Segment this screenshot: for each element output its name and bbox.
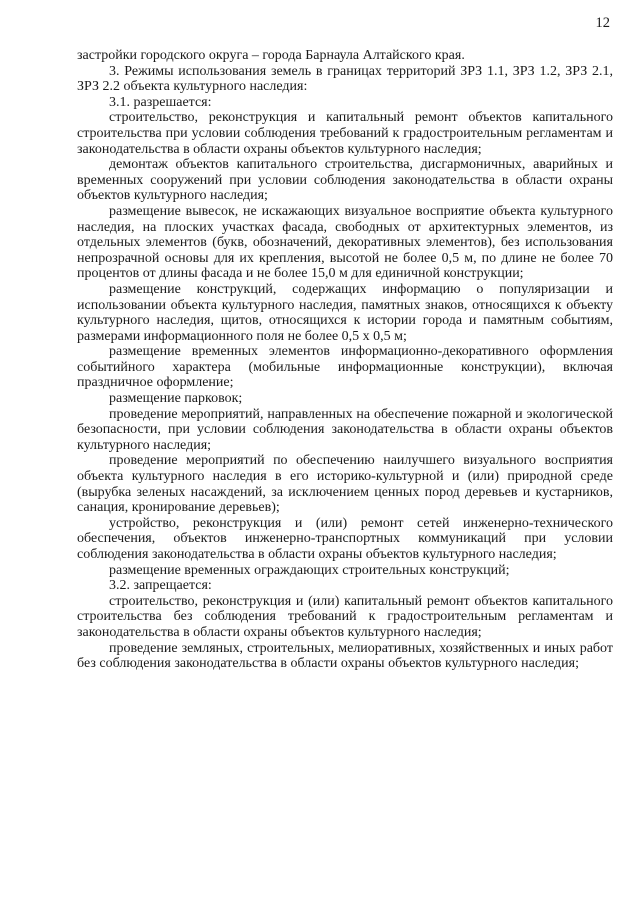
paragraph-continuation: застройки городского округа – города Барнаула Алтайского края.: [77, 48, 465, 63]
prohibited-item-works: проведение земляных, строительных, мелиоративных, хозяйственных и иных работ без соблюдения законодательства в области охраны объектов культурного наследия;: [77, 640, 613, 672]
permitted-item-utility-networks: устройство, реконструкция и (или) ремонт сетей инженерно-технического обеспечения, объектов инженерно-транспортных коммуникаций при условии соблюдения законодательства в области охраны объектов культурного наследия;: [77, 515, 613, 562]
section-3-heading: 3. Режимы использования земель в границах территорий ЗРЗ 1.1, ЗРЗ 1.2, ЗРЗ 2.1, ЗРЗ 2.2 объекта культурного наследия:: [77, 63, 613, 95]
permitted-item-signage: размещение вывесок, не искажающих визуальное восприятие объекта культурного наследия, на плоских участках фасада, свободных от архитектурных элементов, из отдельных элементов (букв, обозначений, декоративных элементов), без использования непрозрачной основы для их крепления, высотой не более 0,5 м, по длине не более 70 процентов от длины фасада и не более 15,0 м для единичной конструкции;: [77, 203, 613, 282]
prohibited-item-construction: строительство, реконструкция и (или) капитальный ремонт объектов капитального строительства без соблюдения требований к градостроительным регламентам и законодательства в области охраны объектов культурного наследия;: [77, 593, 613, 640]
permitted-item-safety: проведение мероприятий, направленных на обеспечение пожарной и экологической безопасности, при условии соблюдения законодательства в области охраны объектов культурного наследия;: [77, 406, 613, 453]
subsection-3-1-heading: 3.1. разрешается:: [109, 94, 212, 110]
permitted-item-temporary-fences: размещение временных ограждающих строительных конструкций;: [109, 562, 510, 578]
page-number: 12: [595, 15, 610, 31]
permitted-item-temporary-decor: размещение временных элементов информационно-декоративного оформления событийного характера (мобильные информационные конструкции), включая праздничное оформление;: [77, 344, 613, 391]
permitted-item-visual-perception: проведение мероприятий по обеспечению наилучшего визуального восприятия объекта культурного наследия в его историко-культурной и (или) природной среде (вырубка зеленых насаждений, за исключением ценных пород деревьев и кустарников, санация, кронирование деревьев);: [77, 453, 613, 516]
permitted-item-info-structures: размещение конструкций, содержащих информацию о популяризации и использовании объекта культурного наследия, памятных знаков, относящихся к объекту культурного наследия, щитов, относящихся к истории города и памятным событиям, размерами информационного поля не более 0,5 х 0,5 м;: [77, 281, 613, 344]
document-body: [77, 48, 613, 672]
permitted-item-parking: размещение парковок;: [109, 391, 243, 407]
subsection-3-2-heading: 3.2. запрещается:: [109, 578, 212, 594]
permitted-item-demolition: демонтаж объектов капитального строительства, дисгармоничных, аварийных и временных сооружений при условии соблюдения законодательства в области охраны объектов культурного наследия;: [77, 157, 613, 204]
permitted-item-construction: строительство, реконструкция и капитальный ремонт объектов капитального строительства при условии соблюдения требований к градостроительным регламентам и законодательства в области охраны объектов культурного наследия;: [77, 110, 613, 157]
